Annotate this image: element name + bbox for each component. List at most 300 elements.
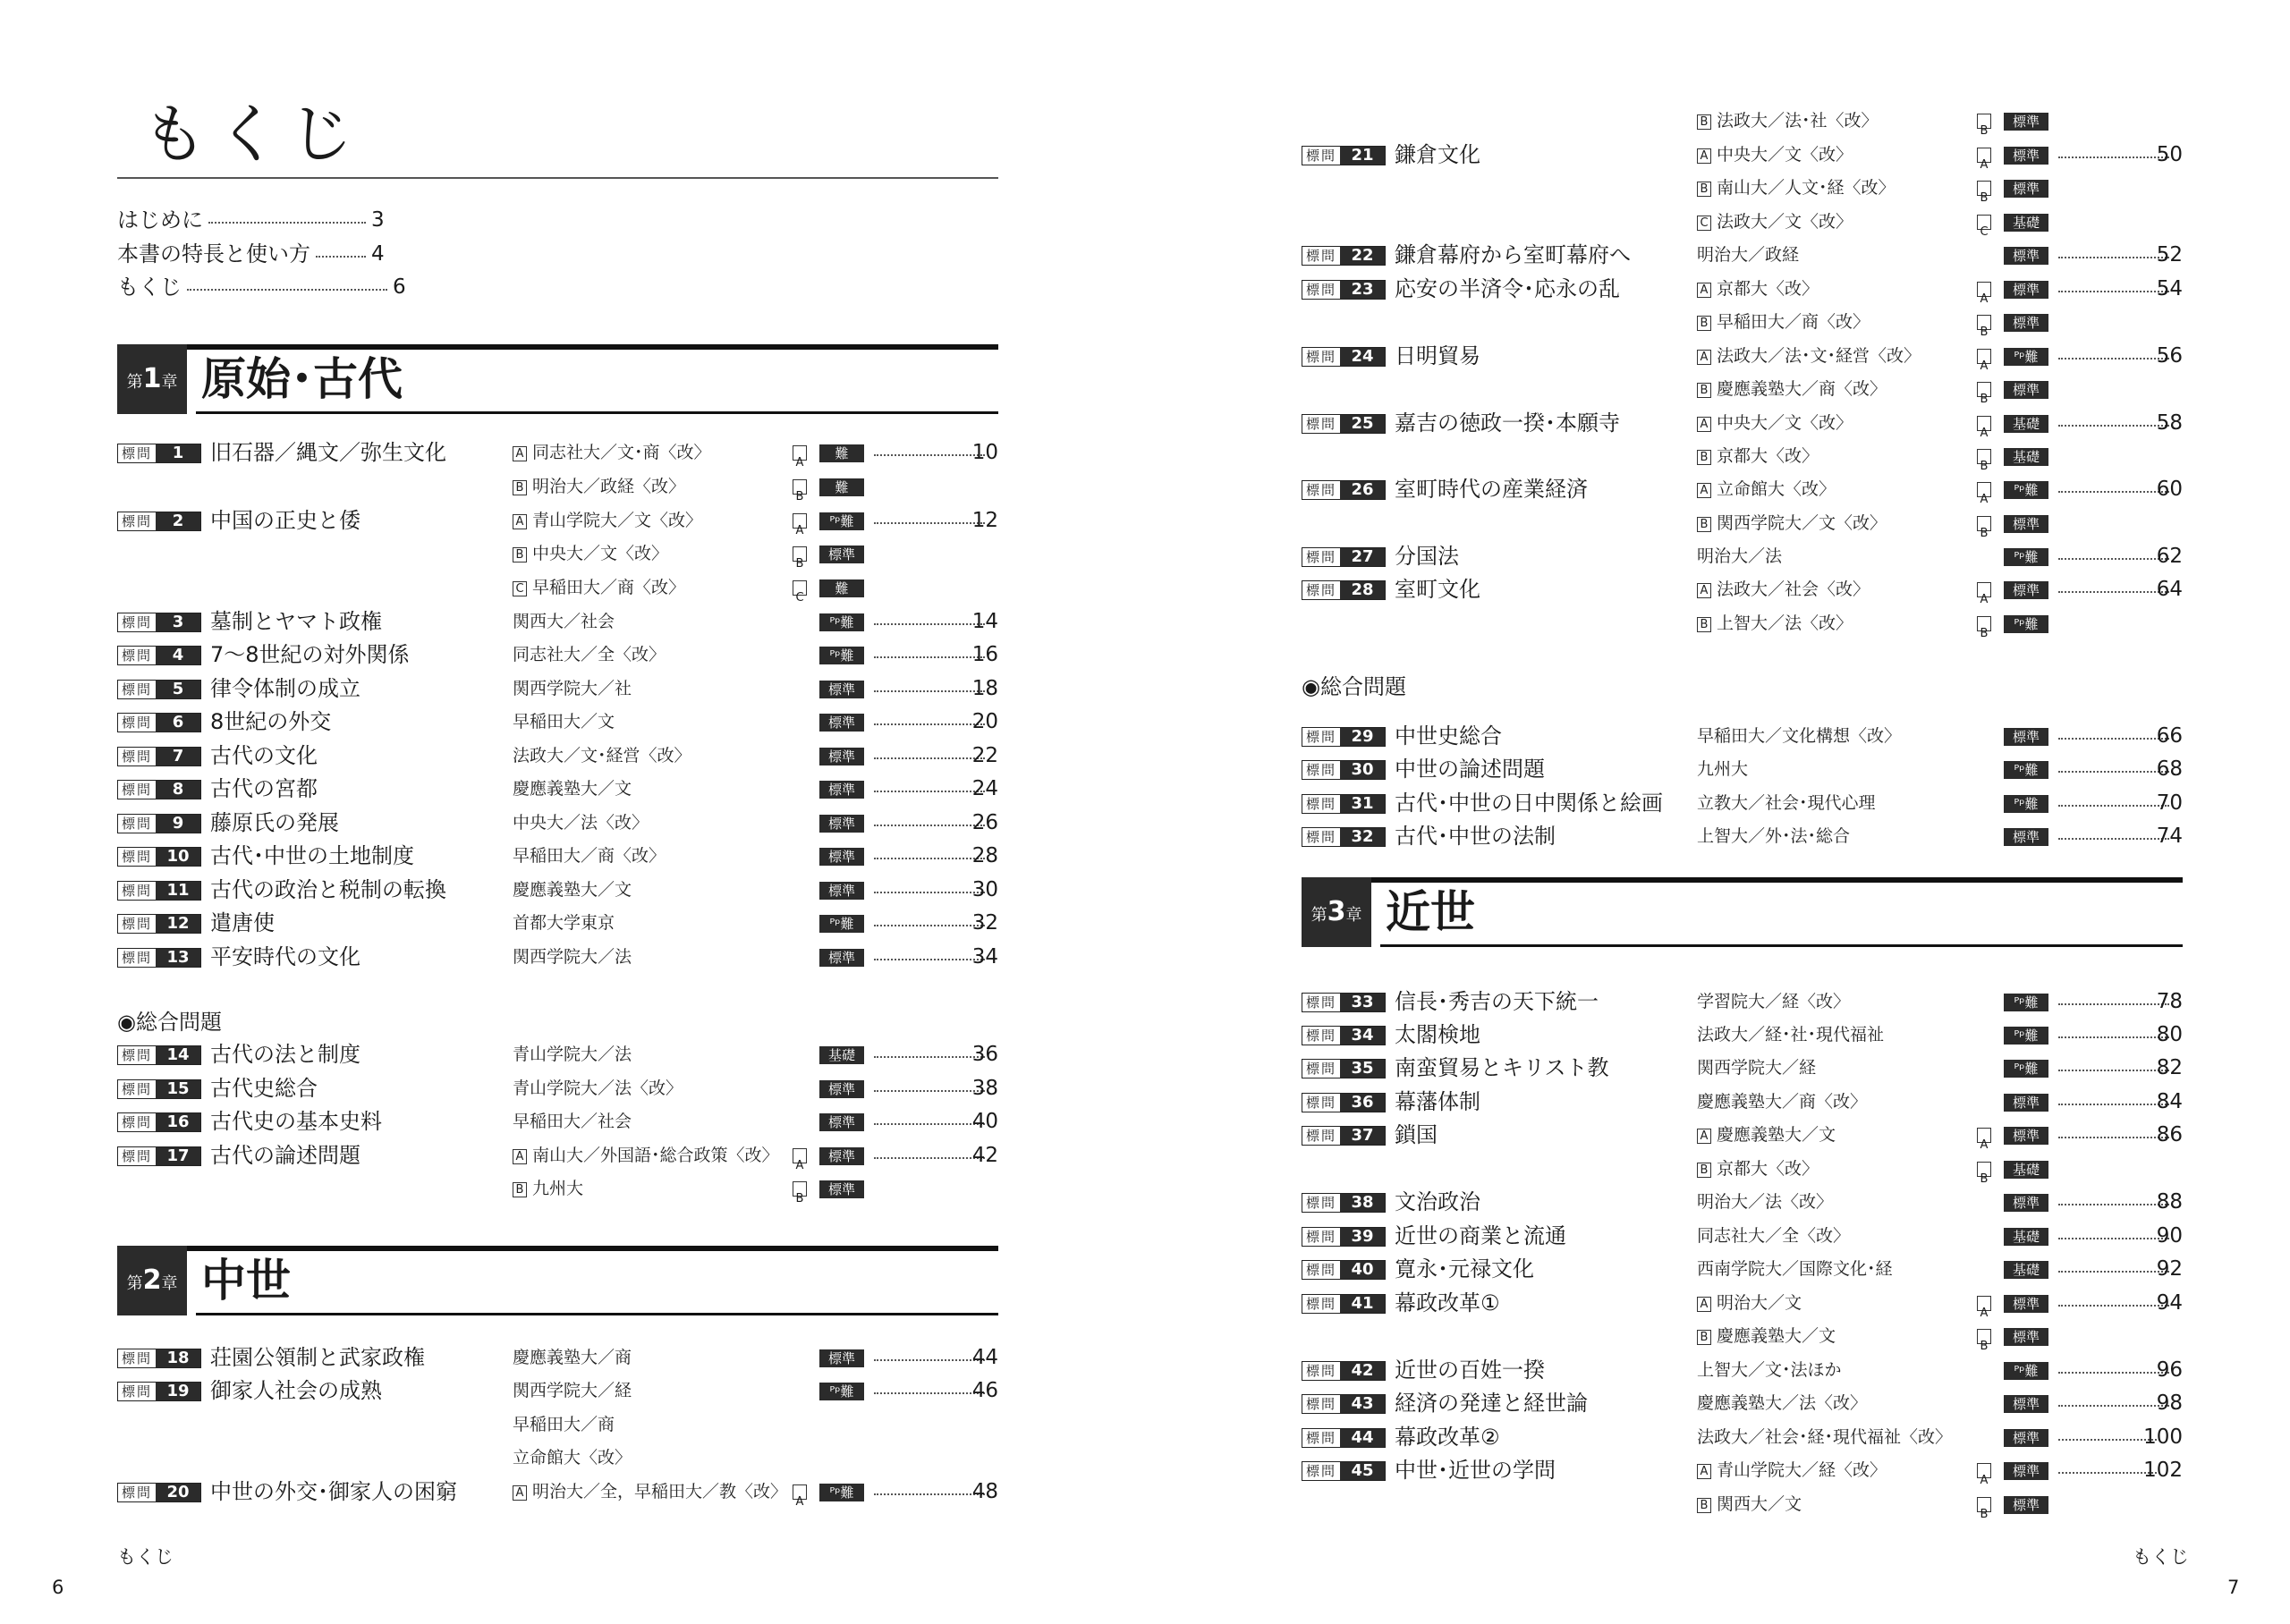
toc-row [1302,507,2183,540]
university-text: 慶應義塾大／文 [513,880,632,900]
toc-row[interactable] [1302,720,2183,753]
page-ref: 26 [971,811,998,834]
question-label: 標問 [1302,1228,1340,1246]
question-label: 標問 [1302,795,1340,813]
toc-row[interactable] [1302,473,2183,506]
chapter-heading-1 [117,344,998,414]
question-badge [117,847,201,867]
university-text: 明治大／政経〈改〉 [532,477,686,496]
question-label: 標問 [1302,1127,1340,1145]
difficulty-badge: 基礎 [2004,415,2048,433]
question-badge [117,512,201,531]
difficulty-badge: 標準 [819,815,864,833]
question-title: 古代の宮都 [210,776,318,801]
intro-row[interactable] [117,204,385,236]
question-label: 標問 [1302,828,1340,846]
chapter-rule [117,1246,998,1251]
university-text: 明治大／法〈改〉 [1697,1192,1834,1212]
difficulty-badge: ᴾᵖ難 [819,1383,864,1400]
toc-row[interactable] [1302,1354,2183,1387]
page-ref: 22 [971,744,998,767]
question-number: 39 [1340,1228,1385,1246]
difficulty-badge: 標準 [819,882,864,900]
chapter-title: 中世 [201,1254,291,1307]
toc-row[interactable] [1302,340,2183,373]
toc-row[interactable] [117,1341,998,1374]
university-source [1697,105,1879,138]
page-ref: 54 [2156,277,2183,300]
university-text: 慶應義塾大／商〈改〉 [1717,379,1887,399]
question-title: 古代史総合 [210,1076,318,1101]
question-title: 分国法 [1395,544,1459,569]
question-number: 8 [156,781,200,799]
variant-mark: B [513,1182,527,1197]
toc-row[interactable] [117,1105,998,1138]
toc-row[interactable] [1302,753,2183,786]
toc-row[interactable] [1302,1119,2183,1152]
toc-row[interactable] [117,1038,998,1071]
variant-mark: A [793,1484,807,1500]
question-badge [117,1483,201,1502]
page-ref: 74 [2156,825,2183,848]
university-text: 中央大／文〈改〉 [1717,413,1853,433]
difficulty-badge: 標準 [2004,381,2048,399]
toc-row[interactable] [1302,1421,2183,1454]
difficulty-badge: ᴾᵖ難 [2004,548,2048,566]
toc-row [1302,206,2183,239]
question-label: 標問 [1302,581,1340,599]
question-label: 標問 [1302,1462,1340,1480]
university-source [1697,507,1887,540]
question-number: 7 [156,748,200,765]
variant-mark: A [513,1149,527,1164]
page-ref: 98 [2156,1391,2183,1415]
university-text: 慶應義塾大／商〈改〉 [1697,1092,1868,1112]
toc-row[interactable] [117,639,998,672]
university-source [1697,820,1850,853]
variant-mark: A [1977,1463,1991,1478]
leader-dots [2058,591,2169,593]
university-text: 学習院大／経〈改〉 [1697,992,1851,1011]
leader-dots [874,454,985,456]
page-ref: 52 [2156,243,2183,266]
variant-mark: A [1697,1297,1711,1312]
university-text: 京都大〈改〉 [1717,446,1819,466]
question-title: 中世の外交･御家人の困窮 [210,1479,457,1504]
toc-row[interactable] [117,874,998,907]
question-label: 標問 [118,1080,156,1098]
question-number: 42 [1340,1362,1385,1380]
university-source [1697,1253,1893,1286]
question-number: 41 [1340,1295,1385,1313]
question-badge [1302,1126,1386,1146]
variant-mark: B [1697,1330,1711,1345]
university-source [513,1038,632,1071]
leader-dots [874,959,985,960]
question-label: 標問 [118,512,156,530]
university-text: 明治大／政経 [1697,245,1800,265]
difficulty-badge: 基礎 [2004,1228,2048,1246]
question-number: 32 [1340,828,1385,846]
question-title: 中世の論述問題 [1395,757,1545,782]
page-ref: 38 [971,1077,998,1100]
toc-row[interactable] [117,605,998,639]
toc-row[interactable] [117,706,998,739]
university-source [1697,787,1876,820]
university-text: 上智大／文･法ほか [1697,1360,1842,1380]
toc-row[interactable] [1302,1086,2183,1119]
variant-mark: A [1977,1296,1991,1311]
variant-mark: A [1977,582,1991,597]
toc-row [1302,306,2183,339]
leader-dots [187,271,387,291]
question-label: 標問 [118,748,156,765]
university-text: 西南学院大／国際文化･経 [1697,1259,1893,1279]
toc-row[interactable] [1302,1186,2183,1219]
difficulty-badge: 標準 [2004,247,2048,265]
difficulty-badge: ᴾᵖ難 [2004,481,2048,499]
question-badge [1302,1227,1386,1247]
question-badge [117,613,201,632]
university-text: 九州大 [532,1179,584,1198]
question-label: 標問 [118,647,156,664]
question-number: 11 [156,882,200,900]
question-title: 南蛮貿易とキリスト教 [1395,1055,1609,1080]
variant-mark: B [1977,1329,1991,1344]
question-title: 遣唐使 [210,910,275,935]
toc-row[interactable] [1302,820,2183,853]
toc-row [117,1408,998,1442]
leader-dots [874,690,985,692]
leader-dots [2058,1137,2169,1138]
toc-row [117,537,998,571]
difficulty-badge: 基礎 [2004,214,2048,232]
question-badge [117,1045,201,1065]
question-badge [1302,547,1386,567]
university-source [513,1072,683,1105]
university-text: 上智大／法〈改〉 [1717,613,1853,633]
variant-mark: A [1697,417,1711,432]
question-label: 標問 [1302,1395,1340,1413]
toc-row [1302,172,2183,205]
intro-label: もくじ [117,275,182,300]
university-source [1697,1153,1819,1186]
toc-row[interactable] [117,504,998,537]
question-number: 29 [1340,728,1385,746]
university-text: 早稲田大／文 [513,712,615,732]
question-badge [1302,146,1386,165]
intro-row[interactable] [117,238,385,270]
university-text: 青山学院大／経〈改〉 [1717,1460,1887,1480]
question-number: 19 [156,1383,200,1400]
variant-mark: B [1977,1162,1991,1177]
leader-dots [2058,1070,2169,1071]
toc-row[interactable] [117,773,998,806]
question-title: 近世の商業と流通 [1395,1223,1566,1248]
question-title: 幕政改革② [1395,1425,1500,1450]
variant-mark: A [1697,1129,1711,1144]
question-title: 中世史総合 [1395,723,1502,749]
toc-row[interactable] [1302,540,2183,573]
intro-label: はじめに [117,207,203,233]
page-ref: 94 [2156,1291,2183,1315]
question-label: 標問 [1302,728,1340,746]
leader-dots [874,723,985,725]
university-text: 同志社大／文･商〈改〉 [532,443,711,462]
variant-mark: B [1977,516,1991,531]
question-number: 17 [156,1147,200,1165]
chapter-title: 近世 [1386,885,1475,938]
toc-row[interactable] [117,436,998,469]
page-ref: 68 [2156,757,2183,781]
university-text: 法政大／文〈改〉 [1717,212,1853,232]
page-ref: 64 [2156,578,2183,601]
question-number: 13 [156,949,200,967]
page-ref: 12 [971,509,998,532]
university-source [1697,206,1853,239]
difficulty-badge: ᴾᵖ難 [819,512,864,530]
university-text: 法政大／経･社･現代福祉 [1697,1025,1885,1045]
difficulty-badge: 基礎 [2004,448,2048,466]
difficulty-badge: 標準 [2004,828,2048,846]
toc-row[interactable] [117,941,998,974]
university-text: 慶應義塾大／法〈改〉 [1697,1393,1868,1413]
page-ref: 24 [971,777,998,800]
university-source [1697,139,1853,172]
toc-row[interactable] [117,1072,998,1105]
page-ref: 50 [2156,143,2183,166]
question-number: 30 [1340,761,1385,779]
variant-mark: B [1977,181,1991,196]
question-badge [1302,1260,1386,1280]
question-badge [1302,1294,1386,1314]
page-ref: 80 [2156,1023,2183,1046]
university-text: 中央大／文〈改〉 [1717,145,1853,165]
toc-row[interactable] [1302,1052,2183,1085]
difficulty-badge: 難 [819,579,864,597]
university-text: 立命館大〈改〉 [513,1448,632,1468]
toc-row[interactable] [1302,1220,2183,1253]
university-text: 上智大／外･法･総合 [1697,826,1851,846]
university-text: 中央大／文〈改〉 [532,544,669,563]
question-badge [1302,1361,1386,1381]
question-number: 18 [156,1349,200,1367]
university-source [513,571,685,605]
leader-dots [874,1157,985,1159]
question-badge [117,914,201,934]
university-source [1697,1052,1816,1085]
page-ref: 86 [2156,1123,2183,1146]
toc-row [1302,373,2183,406]
question-number: 15 [156,1080,200,1098]
question-title: 古代･中世の日中関係と絵画 [1395,791,1663,816]
toc-row[interactable] [117,840,998,873]
university-source [513,907,615,940]
university-source [1697,985,1850,1019]
question-badge [117,747,201,766]
variant-mark: A [793,445,807,461]
university-source [1697,1019,1884,1052]
page-ref: 82 [2156,1056,2183,1079]
chapter-rule [1380,944,2183,947]
difficulty-badge: 標準 [819,714,864,732]
university-text: 京都大〈改〉 [1717,279,1819,299]
toc-row[interactable] [1302,239,2183,272]
university-source [513,1139,779,1172]
question-title: 古代の法と制度 [210,1042,360,1067]
toc-row[interactable] [117,907,998,940]
question-number: 44 [1340,1429,1385,1447]
university-source [513,639,666,672]
leader-dots [874,791,985,792]
toc-row[interactable] [117,1476,998,1509]
difficulty-badge: 標準 [819,1349,864,1367]
variant-mark: B [1977,382,1991,397]
chapter-heading-2 [117,1246,998,1315]
university-text: 早稲田大／商〈改〉 [513,846,666,866]
difficulty-badge: ᴾᵖ難 [2004,761,2048,779]
toc-row[interactable] [1302,1019,2183,1052]
university-text: 法政大／社会〈改〉 [1717,579,1870,599]
university-source [1697,1320,1836,1353]
question-label: 標問 [118,848,156,866]
question-badge [1302,580,1386,600]
question-number: 16 [156,1113,200,1131]
toc-row[interactable] [117,740,998,773]
toc-row[interactable] [1302,273,2183,306]
university-text: 首都大学東京 [513,913,615,933]
toc-row[interactable] [1302,1454,2183,1487]
university-source [513,436,711,469]
university-text: 関西学院大／法 [513,947,632,967]
toc-row[interactable] [1302,139,2183,172]
question-label: 標問 [118,915,156,933]
difficulty-badge: ᴾᵖ難 [2004,1060,2048,1078]
difficulty-badge: 難 [819,478,864,496]
difficulty-badge: 基礎 [819,1046,864,1064]
university-source [513,1172,583,1205]
toc-row[interactable] [1302,1387,2183,1420]
variant-mark: B [1697,617,1711,632]
university-source [513,807,649,840]
question-number: 40 [1340,1261,1385,1279]
question-badge [1302,1026,1386,1045]
university-source [513,1341,632,1374]
difficulty-badge: 基礎 [2004,1261,2048,1279]
toc-row [1302,105,2183,138]
intro-page: 4 [371,242,385,266]
question-number: 38 [1340,1194,1385,1212]
difficulty-badge: 難 [819,444,864,462]
university-source [1697,1220,1850,1253]
variant-mark: A [513,1485,527,1501]
toc-row[interactable] [117,807,998,840]
question-number: 23 [1340,281,1385,299]
question-title: 鎌倉幕府から室町幕府へ [1395,242,1631,267]
question-badge [117,1382,201,1401]
question-title: 旧石器／縄文／弥生文化 [210,440,446,465]
university-source [1697,1186,1833,1219]
leader-dots [2058,291,2169,292]
difficulty-badge: 標準 [2004,1295,2048,1313]
question-label: 標問 [1302,1194,1340,1212]
university-text: 関西大／社会 [513,612,615,631]
question-number: 21 [1340,147,1385,165]
variant-mark: A [513,446,527,461]
chapter-rule [196,411,998,414]
university-text: 慶應義塾大／文 [1717,1326,1836,1346]
question-number: 34 [1340,1027,1385,1045]
variant-mark: B [1697,182,1711,197]
question-number: 28 [1340,581,1385,599]
footer-label: もくじ [2133,1546,2189,1568]
university-text: 早稲田大／商〈改〉 [532,578,686,597]
question-number: 5 [156,681,200,698]
question-title: 経済の発達と経世論 [1395,1391,1588,1416]
toc-row[interactable] [117,672,998,706]
question-label: 標問 [118,781,156,799]
toc-row[interactable] [1302,1253,2183,1286]
variant-mark: A [1977,148,1991,163]
variant-mark: B [1977,616,1991,631]
page-ref: 70 [2156,791,2183,815]
variant-mark: B [1977,1497,1991,1512]
question-title: 8世紀の外交 [210,709,332,734]
variant-mark: A [1697,583,1711,598]
leader-dots [2058,1204,2169,1205]
toc-row[interactable] [117,1139,998,1172]
university-source [1697,239,1799,272]
toc-row[interactable] [1302,787,2183,820]
question-label: 標問 [1302,1295,1340,1313]
variant-mark: B [793,1181,807,1197]
chapter-rule [117,344,998,350]
question-label: 標問 [1302,1362,1340,1380]
question-number: 20 [156,1484,200,1501]
toc-row[interactable] [117,1374,998,1408]
question-badge [1302,827,1386,847]
question-label: 標問 [118,613,156,631]
leader-dots [874,1123,985,1125]
leader-dots [2058,257,2169,258]
university-text: 法政大／法･文･経営〈改〉 [1717,346,1921,366]
variant-mark: A [1977,416,1991,431]
university-source [513,840,666,873]
university-source [513,605,615,639]
question-number: 9 [156,815,200,833]
university-text: 京都大〈改〉 [1717,1159,1819,1179]
question-title: 藤原氏の発展 [210,810,339,835]
university-text: 南山大／外国語･総合政策〈改〉 [532,1146,779,1165]
question-title: 太閤検地 [1395,1022,1480,1047]
question-title: 平安時代の文化 [210,944,360,969]
university-source [1697,407,1853,440]
chapter-rule [1302,877,2183,883]
variant-mark: A [793,1148,807,1163]
leader-dots [874,925,985,926]
intro-row[interactable] [117,271,406,303]
chapter-badge: 第1章 [117,344,187,414]
question-badge [1302,347,1386,367]
toc-row[interactable] [1302,407,2183,440]
toc-row[interactable] [1302,573,2183,606]
question-number: 45 [1340,1462,1385,1480]
difficulty-badge: 標準 [819,949,864,967]
toc-row[interactable] [1302,1287,2183,1320]
variant-mark: B [1697,383,1711,398]
toc-row[interactable] [1302,985,2183,1019]
university-source [513,1105,632,1138]
